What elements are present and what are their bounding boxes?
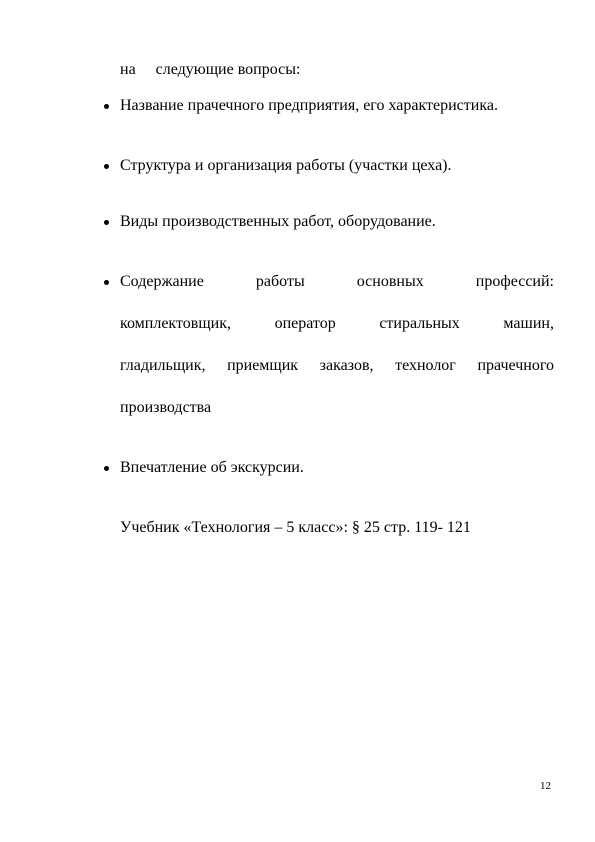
bullet-icon (104, 164, 109, 169)
text-line (120, 314, 554, 334)
list-item-text: Впечатление об экскурсии. (120, 459, 304, 476)
list-item-text: Виды производственных работ, оборудование. (120, 213, 436, 230)
word: профессий: (475, 273, 554, 290)
list-item-text (120, 272, 554, 418)
page-number: 12 (540, 780, 551, 792)
word: машин, (503, 315, 554, 332)
textbook-reference: Учебник «Технология – 5 класс»: § 25 стр. 119- 121 (120, 519, 471, 536)
text-line (120, 356, 554, 376)
word: приемщик (227, 357, 299, 374)
list-item-text: Название прачечного предприятия, его характеристика. (120, 97, 498, 114)
word: оператор (274, 315, 336, 332)
word: заказов, (319, 357, 374, 374)
word: комплектовщик, (120, 315, 231, 332)
word: Содержание (120, 273, 204, 290)
bullet-icon (104, 466, 109, 471)
word: прачечного (477, 357, 554, 374)
text-line: производства (120, 399, 212, 416)
word: гладильщик, (120, 357, 206, 374)
word: стиральных (379, 315, 460, 332)
word: работы (255, 273, 305, 290)
bullet-icon (104, 104, 109, 109)
word: технолог (395, 357, 456, 374)
intro-text: на следующие вопросы: (120, 61, 301, 78)
bullet-icon (104, 220, 109, 225)
list-item-text: Структура и организация работы (участки цеха). (120, 157, 452, 174)
bullet-icon (104, 280, 109, 285)
word: основных (356, 273, 424, 290)
text-line (120, 272, 554, 292)
